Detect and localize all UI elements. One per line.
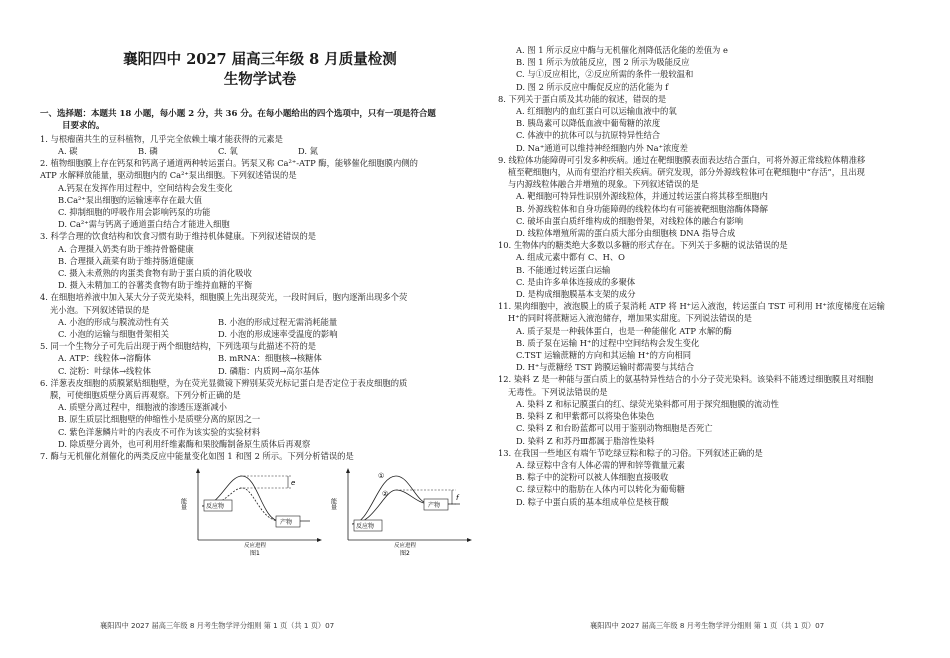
question-2 (40, 157, 480, 230)
option-d: D. Na⁺通道可以维持神经细胞内外 Na⁺浓度差 (516, 142, 688, 153)
option-a: A. 图 1 所示反应中酶与无机催化剂降低活化能的差值为 e (516, 45, 728, 55)
option-row (40, 145, 480, 157)
figure-2-xlabel: 反应进程 (394, 543, 417, 550)
option-b: B. 粽子中的淀粉可以被人体细胞直接吸收 (516, 472, 669, 483)
question-12 (498, 373, 938, 446)
section-heading (40, 108, 480, 133)
figure-2-label-2: ② (382, 490, 389, 499)
figure-2-diagram (330, 466, 480, 556)
figure-1-ylabel: 能量 (180, 498, 187, 511)
footer-left: 襄阳四中 2027 届高三年级 8 月考生物学评分细则 第 1 页（共 1 页）07 (100, 621, 335, 630)
option-d: D. H⁺与蔗糖经 TST 跨膜运输时都需要与其结合 (516, 362, 695, 373)
option-b: B. 图 1 所示为放能反应，图 2 所示为吸能反应 (516, 57, 690, 68)
figure-1-product: 产物 (280, 519, 293, 527)
option-d: D. 粽子中蛋白质的基本组成单位是核苷酸 (516, 496, 669, 507)
question-stem: 10. 生物体内的糖类绝大多数以多糖的形式存在。下列关于多糖的说法错误的是 (498, 240, 788, 251)
option-c: C. 绿豆粽中的脂肪在人体内可以转化为葡萄糖 (516, 484, 685, 495)
section-heading-line2: 目要求的。 (62, 121, 105, 132)
question-stem: 8. 下列关于蛋白质及其功能的叙述，错误的是 (498, 93, 667, 104)
option-b: B. 质子泵在运输 H⁺的过程中空间结构会发生变化 (516, 337, 700, 348)
option-d: D. 摄入未精加工的谷薯类食物有助于维持血糖的平衡 (58, 280, 253, 291)
option-a: A. 染料 Z 和标记膜蛋白的红、绿荧光染料都可用于探究细胞膜的流动性 (516, 398, 779, 409)
question-8 (498, 93, 938, 154)
option-a: A. 小泡的形成与膜流动性有关 (58, 316, 169, 327)
question-stem-cont: 膜，可使细胞质壁分离后再观察。下列分析正确的是 (50, 390, 241, 401)
option-c: C. 淀粉：叶绿体→线粒体 (58, 365, 151, 376)
option-b: B. mRNA：细胞核→核糖体 (218, 353, 322, 364)
figure-2-caption: 图2 (400, 550, 410, 557)
figure-1-xlabel: 反应进程 (244, 543, 267, 550)
question-stem-cont: 与内源线粒体融合并增殖的现象。下列叙述错误的是 (508, 179, 699, 190)
option-c: C. 紫色洋葱鳞片叶的内表皮不可作为该实验的实验材料 (58, 426, 261, 437)
option-row (40, 352, 480, 364)
option-c: C. 抑制细胞的呼吸作用会影响钙泵的功能 (58, 207, 211, 218)
figure-1-label-e: e (291, 479, 296, 488)
option-a: A. 合理摄入奶类有助于维持骨骼健康 (58, 243, 194, 254)
question-stem-cont: H⁺的同时将蔗糖运入液泡储存，增加果实甜度。下列说法错误的是 (508, 313, 752, 324)
option-b: B. 外源线粒体和自身功能障碍的线粒体均有可能被靶细胞溶酶体降解 (516, 203, 768, 214)
option-c: C. 小泡的运输与细胞骨架相关 (58, 329, 169, 340)
option-a: A.钙泵在发挥作用过程中，空间结构会发生变化 (58, 182, 233, 193)
figure-2-label-f: f (456, 494, 459, 503)
figure-2-reactant: 反应物 (356, 523, 375, 531)
question-7 (40, 450, 480, 462)
option-a: A. 组成元素中都有 C、H、O (516, 252, 625, 263)
question-1 (40, 133, 480, 157)
left-column (40, 0, 480, 556)
option-b: B. 原生质层比细胞壁的伸缩性小是质壁分离的原因之一 (58, 414, 261, 425)
question-stem-cont: 无毒性。下列说法错误的是 (508, 386, 608, 397)
option-d: D. 线粒体增殖所需的蛋白质大部分由细胞核 DNA 指导合成 (516, 228, 736, 239)
question-stem: 6. 洋葱表皮细胞的质膜紧贴细胞壁，为在荧光显微镜下辨别某荧光标记蛋白是否定位于表皮细胞的质 (40, 377, 408, 388)
figure-2-product: 产物 (428, 502, 441, 510)
option-b: B. 磷 (138, 146, 158, 157)
option-b: B. 不能通过转运蛋白运输 (516, 264, 611, 275)
option-d: D. 除质壁分离外，也可利用纤维素酶和果胶酶制备原生质体后再观察 (58, 438, 311, 449)
option-a: A. 质壁分离过程中，细胞液的渗透压逐渐减小 (58, 402, 227, 413)
figure-2-ylabel: 能量 (330, 498, 337, 511)
question-stem: 7. 酶与无机催化剂催化的两类反应中能量变化如图 1 和图 2 所示。下列分析错误的是 (40, 451, 354, 462)
question-7-options (498, 44, 938, 93)
energy-figures (40, 466, 480, 556)
question-5 (40, 340, 480, 377)
question-stem: 2. 植物细胞膜上存在钙泵和钙离子通道两种转运蛋白。钙泵又称 Ca²⁺-ATP 酶，能够催化细胞膜内侧的 (40, 158, 418, 169)
figure-1-reactant: 反应物 (206, 503, 225, 511)
question-3 (40, 230, 480, 291)
option-a: A. 靶细胞可特异性识别外源线粒体，并通过转运蛋白将其移至细胞内 (516, 191, 768, 202)
option-c: C. 与①反应相比，②反应所需的条件一般较温和 (516, 69, 694, 80)
question-stem: 9. 线粒体功能障碍可引发多种疾病。通过在靶细胞膜表面表达结合蛋白，可将外源正常线粒体精准移 (498, 154, 866, 165)
option-d: D. 磷脂：内质网→高尔基体 (218, 365, 320, 376)
option-b: B. 合理摄入蔬菜有助于维持肠道健康 (58, 255, 194, 266)
option-c: C. 是由许多单体连接成的多聚体 (516, 276, 636, 287)
question-stem: 12. 染料 Z 是一种能与蛋白质上的氨基特异性结合的小分子荧光染料。该染料不能透过细胞膜且对细胞 (498, 374, 874, 385)
option-d: D. 氮 (298, 146, 318, 157)
option-c: C.TST 运输蔗糖的方向和其运输 H⁺的方向相同 (516, 350, 692, 361)
question-stem-cont: ATP 水解释放能量，驱动细胞内的 Ca²⁺泵出细胞。下列叙述错误的是 (40, 170, 297, 181)
option-c: C. 破坏由蛋白质纤维构成的细胞骨架，对线粒体的融合有影响 (516, 215, 744, 226)
option-c: C. 氧 (218, 146, 238, 157)
question-stem-cont: 光小泡。下列叙述错误的是 (50, 304, 150, 315)
option-d: D. Ca²⁺需与钙离子通道蛋白结合才能进入细胞 (58, 219, 230, 230)
question-stem: 4. 在细胞培养液中加入某大分子荧光染料，细胞膜上先出现荧光，一段时间后，胞内逐渐出现多个荧 (40, 292, 408, 303)
option-a: A. 质子泵是一种载体蛋白，也是一种能催化 ATP 水解的酶 (516, 325, 732, 336)
option-b: B.Ca²⁺泵出细胞的运输速率存在最大值 (58, 194, 202, 205)
question-4 (40, 291, 480, 340)
question-6 (40, 377, 480, 450)
question-stem-cont: 植至靶细胞内，从而有望治疗相关疾病。研究发现，部分外源线粒体可在靶细胞中“存活”，且出现 (508, 167, 865, 178)
option-row (40, 316, 480, 328)
option-b: B. 胰岛素可以降低血液中葡萄糖的浓度 (516, 118, 661, 129)
question-stem: 11. 果肉细胞中，液泡膜上的质子泵消耗 ATP 将 H⁺运入液泡，转运蛋白 TST 可利用 H⁺浓度梯度在运输 (498, 301, 885, 312)
option-row (40, 365, 480, 377)
option-a: A. 碳 (58, 146, 78, 157)
question-13 (498, 447, 938, 508)
option-c: C. 染料 Z 和台盼蓝都可以用于鉴别动物细胞是否死亡 (516, 423, 713, 434)
figure-1-diagram (180, 466, 330, 556)
option-d: D. 是构成细胞膜基本支架的成分 (516, 289, 636, 300)
section-heading-line1: 一、选择题：本题共 18 小题，每小题 2 分，共 36 分。在每小题给出的四个选项中，只有一项是符合题 (40, 109, 436, 119)
option-c: C. 体液中的抗体可以与抗原特异性结合 (516, 130, 661, 141)
option-a: A. 红细胞内的血红蛋白可以运输血液中的氧 (516, 106, 677, 117)
question-9 (498, 154, 938, 239)
option-b: B. 染料 Z 和甲紫都可以将染色体染色 (516, 411, 655, 422)
option-d: D. 图 2 所示反应中酶促反应的活化能为 f (516, 81, 669, 92)
option-a: A. ATP：线粒体→溶酶体 (58, 353, 151, 364)
option-d: D. 染料 Z 和苏丹Ⅲ都属于脂溶性染料 (516, 435, 655, 446)
question-10 (498, 239, 938, 300)
footer-right: 襄阳四中 2027 届高三年级 8 月考生物学评分细则 第 1 页（共 1 页）07 (590, 621, 825, 630)
right-column (498, 44, 938, 508)
option-a: A. 绿豆粽中含有人体必需的钾和锌等微量元素 (516, 459, 685, 470)
figure-1-caption: 图1 (250, 550, 260, 557)
option-b: B. 小泡的形成过程无需消耗能量 (218, 316, 338, 327)
question-stem: 3. 科学合理的饮食结构和饮食习惯有助于维持机体健康。下列叙述错误的是 (40, 231, 317, 242)
option-d: D. 小泡的形成速率受温度的影响 (218, 329, 338, 340)
figure-2-label-1: ① (378, 472, 385, 481)
exam-subject: 生物学试卷 (223, 71, 297, 88)
question-stem: 5. 同一个生物分子可先后出现于两个细胞结构，下列选项与此描述不符的是 (40, 341, 317, 352)
option-c: C. 摄入未煮熟的肉蛋类食物有助于蛋白质的消化吸收 (58, 268, 252, 279)
question-11 (498, 300, 938, 373)
exam-title: 襄阳四中 2027 届高三年级 8 月质量检测 (123, 51, 397, 68)
question-stem: 1. 与根瘤菌共生的豆科植物，几乎完全依赖土壤才能获得的元素是 (40, 133, 283, 144)
option-row (40, 328, 480, 340)
question-stem: 13. 在我国一些地区有端午节吃绿豆粽和粽子的习俗。下列叙述正确的是 (498, 447, 763, 458)
